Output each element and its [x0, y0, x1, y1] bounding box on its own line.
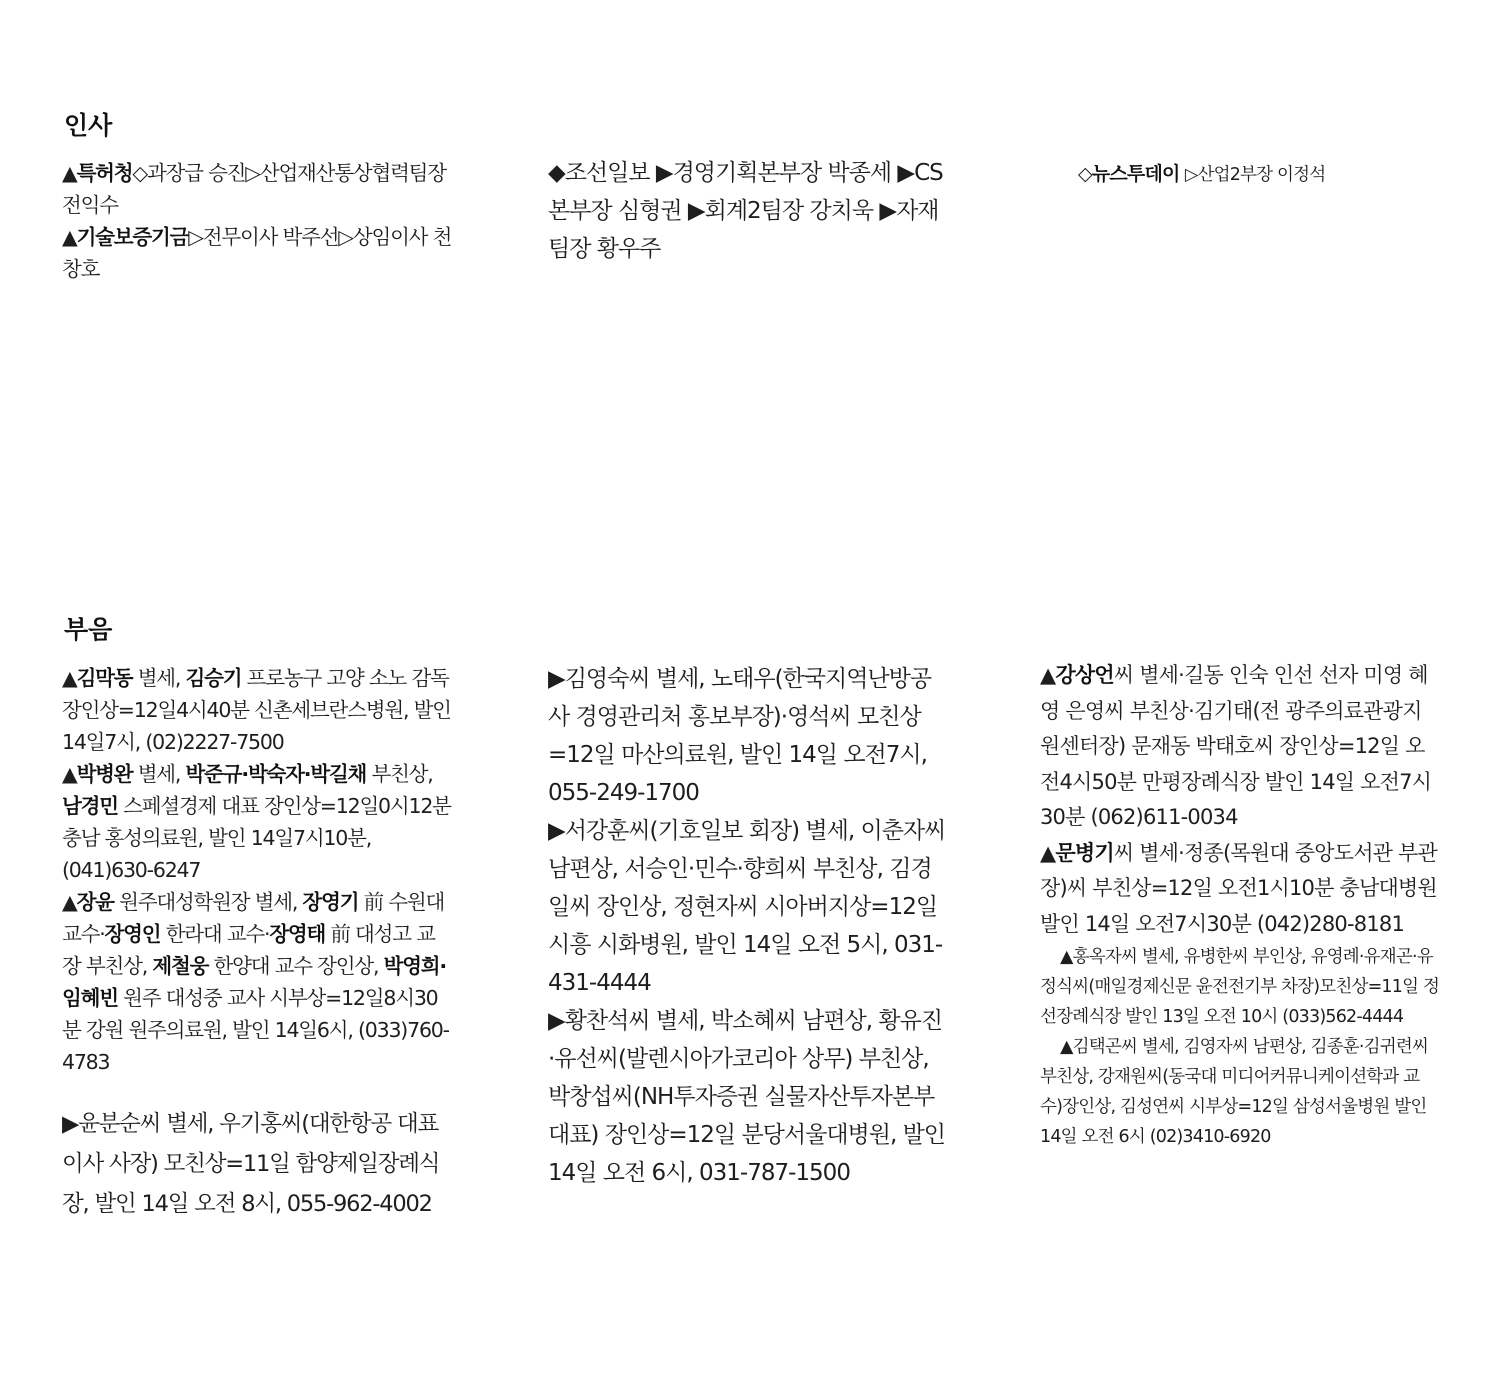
obituary-entry: ▲김택곤씨 별세, 김영자씨 남편상, 김종훈·김귀련씨 부친상, 강재원씨(동국대 미디어커뮤니케이션학과 교수)장인상, 김성연씨 시부상=12일 삼성서울병원 발인 14일 오전 6시 (02)3410-6920: [1040, 1037, 1429, 1147]
insa-entry: ◆조선일보 ▶경영기획본부장 박종세 ▶CS본부장 심형권 ▶회계2팀장 강치욱 ▶자재팀장 황우주: [548, 160, 943, 262]
insa-column-1: [62, 157, 452, 285]
obituary-entry: ▲홍옥자씨 별세, 유병한씨 부인상, 유영례·유재곤·유정식씨(매일경제신문 윤전전기부 차장)모친상=11일 정선장례식장 발인 13일 오전 10시 (033)562-4444: [1040, 947, 1440, 1027]
insa-entry: ▲특허청◇과장급 승진▷산업재산통상협력팀장 전익수: [62, 161, 446, 217]
section-heading-bueum: 부음: [64, 615, 113, 644]
obituary-entry: ▲문병기씨 별세·정종(목원대 중앙도서관 부관장)씨 부친상=12일 오전1시10분 충남대병원 발인 14일 오전7시30분 (042)280-8181: [1040, 840, 1438, 936]
obituary-entry: ▲강상언씨 별세·길동 인숙 인선 선자 미영 혜영 은영씨 부친상·김기태(전 광주의료관광지원센터장) 문재동 박태호씨 장인상=12일 오전4시50분 만평장례식장 발인 14일 오전7시30분 (062)611-0034: [1040, 663, 1432, 829]
obituary-entry: ▶김영숙씨 별세, 노태우(한국지역난방공사 경영관리처 홍보부장)·영석씨 모친상=12일 마산의료원, 발인 14일 오전7시, 055-249-1700: [548, 666, 932, 806]
bueum-column-2: [548, 660, 948, 1192]
bueum-column-1-extra: [62, 1104, 452, 1224]
bueum-column-3: [1040, 658, 1440, 1152]
obituary-entry: ▲장윤 원주대성학원장 별세, 장영기 前 수원대 교수·장영인 한라대 교수·장영태 前 대성고 교장 부친상, 제철웅 한양대 교수 장인상, 박영희·임혜빈 원주 대성중 교사 시부상=12일8시30분 강원 원주의료원, 발인 14일6시, (033)760-4783: [62, 890, 449, 1074]
obituary-entry: ▶서강훈씨(기호일보 회장) 별세, 이춘자씨 남편상, 서승인·민수·향희씨 부친상, 김경일씨 장인상, 정현자씨 시아버지상=12일 시흥 시화병원, 발인 14일 오전 5시, 031-431-4444: [548, 818, 946, 996]
insa-column-2: [548, 154, 948, 268]
insa-column-3: [1078, 157, 1478, 193]
insa-entry: ◇뉴스투데이 ▷산업2부장 이정석: [1078, 163, 1326, 185]
obituary-entry: ▲김막동 별세, 김승기 프로농구 고양 소노 감독 장인상=12일4시40분 신촌세브란스병원, 발인 14일7시, (02)2227-7500: [62, 666, 451, 754]
insa-entry: ▲기술보증기금▷전무이사 박주선▷상임이사 천창호: [62, 225, 452, 281]
section-heading-insa: 인사: [64, 111, 113, 140]
obituary-entry: ▶황찬석씨 별세, 박소혜씨 남편상, 황유진·유선씨(발렌시아가코리아 상무) 부친상, 박창섭씨(NH투자증권 실물자산투자본부 대표) 장인상=12일 분당서울대병원, 발인 14일 오전 6시, 031-787-1500: [548, 1008, 946, 1186]
obituary-entry: ▲박병완 별세, 박준규·박숙자·박길채 부친상, 남경민 스페셜경제 대표 장인상=12일0시12분 충남 홍성의료원, 발인 14일7시10분, (041)630-6247: [62, 762, 451, 882]
bueum-column-1: [62, 662, 452, 1078]
obituary-entry: ▶윤분순씨 별세, 우기홍씨(대한항공 대표이사 사장) 모친상=11일 함양제일장례식장, 발인 14일 오전 8시, 055-962-4002: [62, 1111, 440, 1217]
